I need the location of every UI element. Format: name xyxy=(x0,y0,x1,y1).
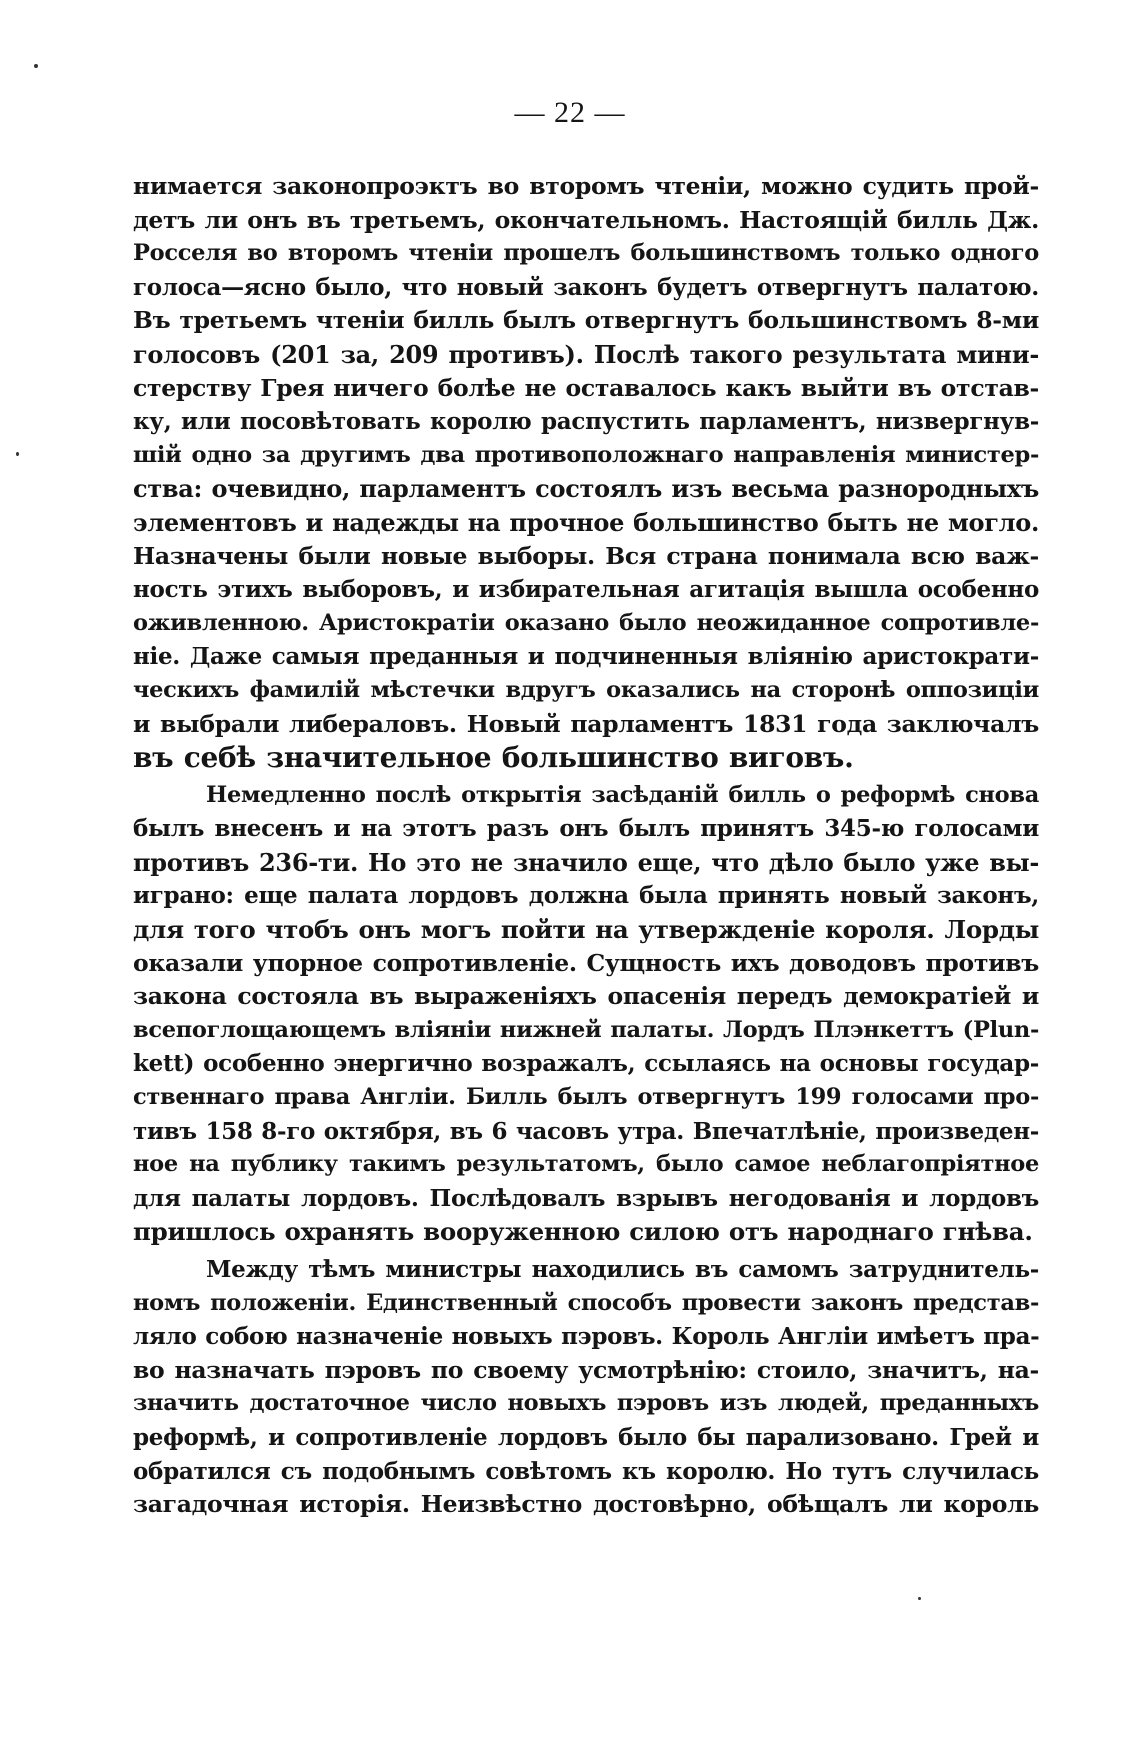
text-line: и выбрали либераловъ. Новый парламентъ 1831 года заключалъ xyxy=(133,709,1039,738)
text-line: загадочная исторiя. Неизвѣстно достовѣрно, обѣщалъ ли король xyxy=(133,1490,1039,1519)
text-line: kett) особенно энергично возражалъ, ссылаясь на основы государ- xyxy=(133,1050,1039,1078)
page-number: — 22 — xyxy=(514,96,626,129)
text-line: всепоглощающемъ влiянiи нижней палаты. Лордъ Плэнкеттъ (Plun- xyxy=(133,1016,1039,1043)
text-line: противъ 236-ти. Но это не значило еще, что дѣло было уже вы- xyxy=(133,847,1039,877)
text-line: для палаты лордовъ. Послѣдовалъ взрывъ негодованiя и лордовъ xyxy=(133,1184,1039,1212)
text-line: элементовъ и надежды на прочное большинство быть не могло. xyxy=(133,507,1039,537)
text-line: голоса—ясно было, что новый законъ будетъ отвергнутъ палатою. xyxy=(133,273,1039,301)
text-line: оказали упорное сопротивленiе. Сущность ихъ доводовъ противъ xyxy=(133,948,1039,977)
text-line: въ себѣ значительное большинство виговъ. xyxy=(133,741,854,775)
text-line: ства: очевидно, парламентъ состоялъ изъ весьма разнородныхъ xyxy=(133,474,1039,504)
text-line: для того чтобъ онъ могъ пойти на утвержденiе короля. Лорды xyxy=(133,915,1039,945)
text-line: значить достаточное число новыхъ пэровъ изъ людей, преданныхъ xyxy=(133,1390,1039,1417)
body-text xyxy=(133,170,1039,1522)
text-line: Немедленно послѣ открытiя засѣданiй билль о реформѣ снова xyxy=(206,781,1039,808)
text-line: нимается законопроэктъ во второмъ чтенiи, можно судить прой- xyxy=(133,172,1039,200)
text-line: ку, или посовѣтовать королю распустить парламентъ, низвергнув- xyxy=(133,408,1039,436)
text-line: детъ ли онъ въ третьемъ, окончательномъ. Настоящiй билль Дж. xyxy=(133,205,1039,234)
text-line: ляло собою назначенiе новыхъ пэровъ. Король Англiи имѣетъ пра- xyxy=(133,1323,1040,1351)
text-line: Назначены были новые выборы. Вся страна понимала всю важ- xyxy=(133,541,1039,570)
scan-speck xyxy=(34,64,38,68)
text-line: номъ положенiи. Единственный способъ провести законъ представ- xyxy=(133,1289,1039,1316)
text-line: во назначать пэровъ по своему усмотрѣнiю: стоило, значитъ, на- xyxy=(133,1355,1039,1384)
text-line: ческихъ фамилiй мѣстечки вдругъ оказались на сторонѣ оппозицiи xyxy=(133,676,1039,703)
text-line: ственнаго права Англiи. Билль былъ отвергнутъ 199 голосами про- xyxy=(133,1084,1039,1111)
text-line: обратился съ подобнымъ совѣтомъ къ королю. Но тутъ случилась xyxy=(133,1457,1039,1485)
text-line: пришлось охранять вооруженною силою отъ народнаго гнѣва. xyxy=(133,1217,1033,1247)
text-line: закона состояла въ выраженiяхъ опасенiя передъ демократiей и xyxy=(133,982,1039,1011)
paragraph-1 xyxy=(133,170,1039,775)
text-line: голосовъ (201 за, 209 противъ). Послѣ такого результата мини- xyxy=(133,339,1039,369)
text-line: тивъ 158 8-го октября, въ 6 часовъ утра. Впечатлѣнiе, произведен- xyxy=(133,1117,1039,1145)
text-line: нiе. Даже самыя преданныя и подчиненныя влiянiю аристократи- xyxy=(133,643,1039,671)
text-line: стерству Грея ничего болѣе не оставалось какъ выйти въ отстав- xyxy=(133,373,1039,402)
text-line: оживленною. Аристократiи оказано было неожиданное сопротивле- xyxy=(133,609,1039,636)
scan-speck xyxy=(16,452,19,456)
text-line: ность этихъ выборовъ, и избирательная агитацiя вышла особенно xyxy=(133,576,1039,604)
paragraph-3 xyxy=(133,1253,1039,1522)
text-line: ное на публику такимъ результатомъ, было самое неблагопрiятное xyxy=(133,1151,1039,1178)
text-line: Между тѣмъ министры находились въ самомъ затруднитель- xyxy=(206,1256,1039,1283)
scan-speck xyxy=(918,1597,921,1600)
text-line: играно: еще палата лордовъ должна была принять новый законъ, xyxy=(133,882,1039,910)
text-line: шiй одно за другимъ два противоположнаго направленiя министер- xyxy=(133,441,1039,468)
paragraph-2 xyxy=(133,779,1039,1249)
text-line: реформѣ, и сопротивленiе лордовъ было бы парализовано. Грей и xyxy=(133,1423,1039,1451)
text-line: Росселя во второмъ чтенiи прошелъ большинствомъ только одного xyxy=(133,240,1039,267)
text-line: Въ третьемъ чтенiи билль былъ отвергнутъ большинствомъ 8-ми xyxy=(133,306,1039,335)
text-line: былъ внесенъ и на этотъ разъ онъ былъ принятъ 345-ю голосами xyxy=(133,815,1039,843)
